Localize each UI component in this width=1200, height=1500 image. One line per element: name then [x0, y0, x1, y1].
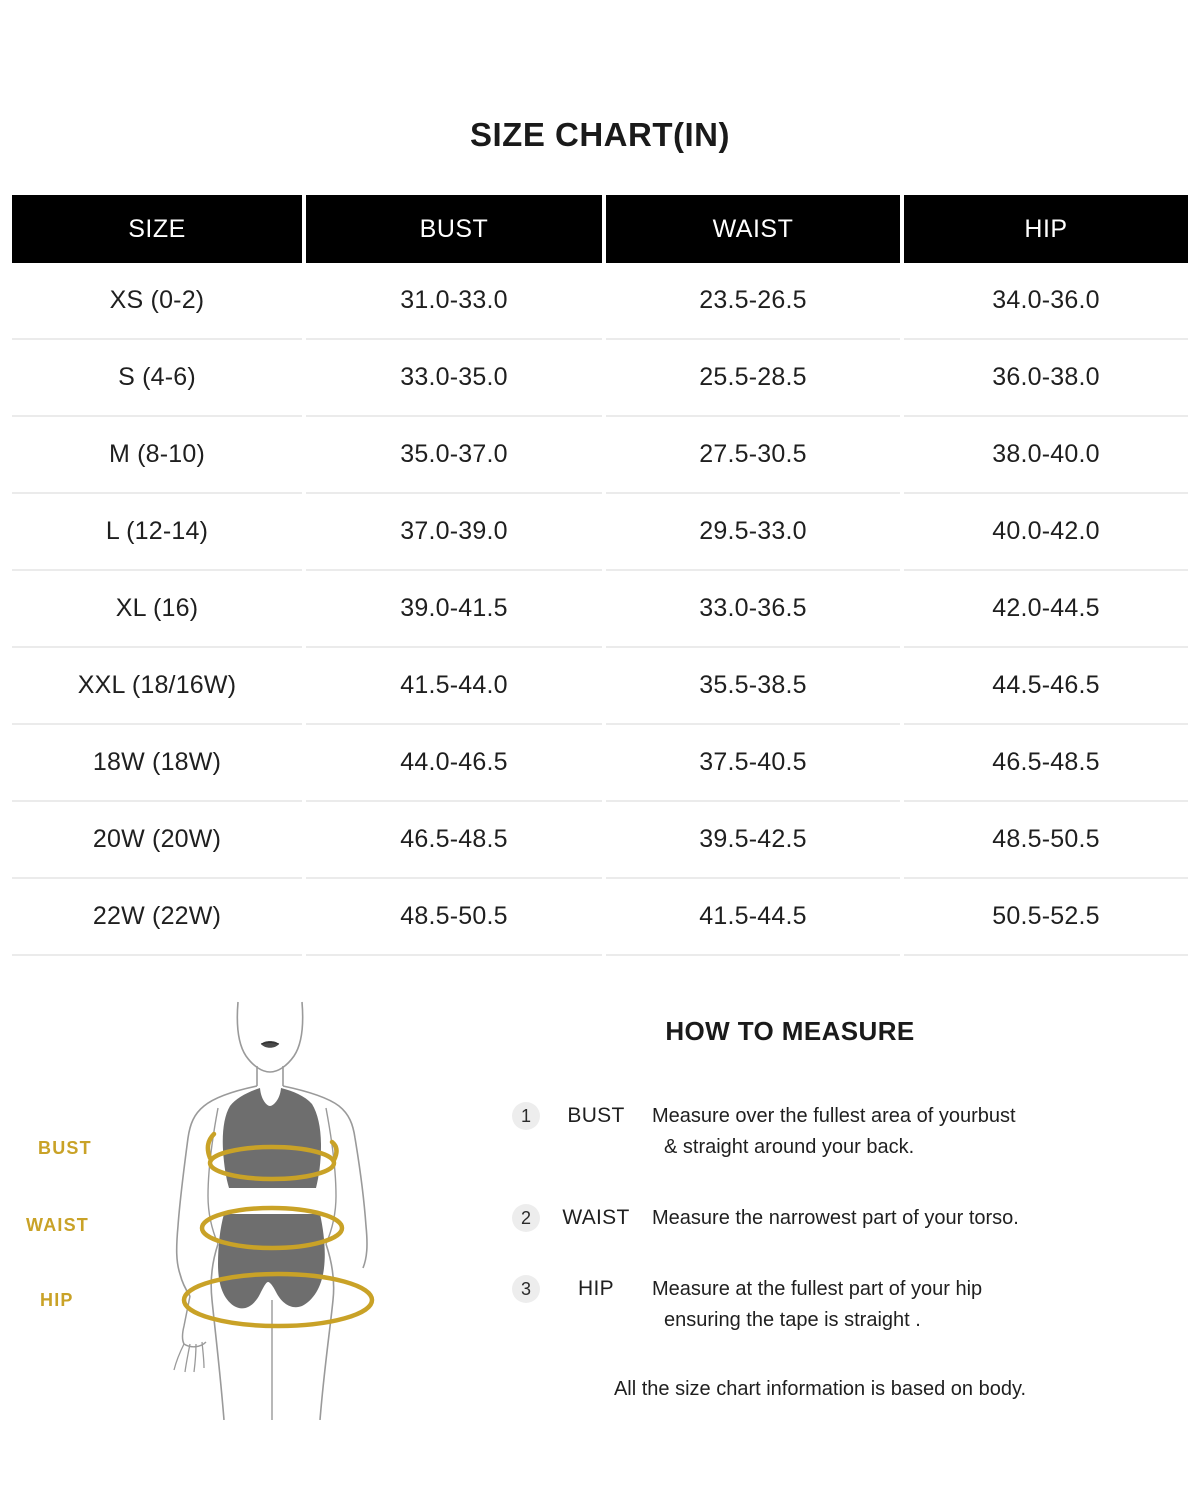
page-title: SIZE CHART(IN)	[470, 116, 730, 153]
cell-hip: 38.0-40.0	[992, 440, 1100, 468]
step-number-badge: 2	[512, 1204, 540, 1232]
column-header-hip: HIP	[904, 195, 1188, 263]
table-row	[12, 417, 1188, 492]
cell-bust: 39.0-41.5	[400, 594, 508, 622]
measure-instruction-list	[512, 1101, 1188, 1336]
cell-hip: 46.5-48.5	[992, 748, 1100, 776]
cell-size: S (4-6)	[118, 363, 196, 391]
cell-hip: 36.0-38.0	[992, 363, 1100, 391]
female-body-illustration	[120, 1000, 420, 1420]
measure-description	[652, 1274, 982, 1336]
cell-bust: 41.5-44.0	[400, 671, 508, 699]
measure-description-line1: Measure the narrowest part of your torso.	[652, 1207, 1019, 1229]
cell-size: 18W (18W)	[92, 748, 222, 776]
cell-size: M (8-10)	[108, 440, 206, 468]
measure-item-bust	[512, 1101, 1188, 1163]
table-row	[12, 879, 1188, 954]
table-header-row	[12, 195, 1188, 263]
row-divider	[12, 954, 1188, 956]
cell-hip: 40.0-42.0	[992, 517, 1100, 545]
cell-size: XXL (18/16W)	[77, 671, 237, 699]
table-row	[12, 494, 1188, 569]
cell-bust: 31.0-33.0	[400, 286, 508, 314]
table-body	[12, 263, 1188, 956]
measure-item-waist	[512, 1203, 1188, 1234]
table-row	[12, 263, 1188, 338]
cell-size: 22W (22W)	[92, 902, 222, 930]
body-diagram	[12, 1000, 512, 1420]
table-row	[12, 802, 1188, 877]
cell-waist: 29.5-33.0	[699, 517, 807, 545]
cell-hip: 42.0-44.5	[992, 594, 1100, 622]
measure-label: WAIST	[562, 1206, 630, 1229]
how-to-measure-title: HOW TO MEASURE	[665, 1016, 915, 1046]
figure-label-hip: HIP	[40, 1290, 74, 1310]
measure-description	[652, 1101, 1016, 1163]
table-row	[12, 340, 1188, 415]
column-header-bust: BUST	[306, 195, 602, 263]
cell-hip: 48.5-50.5	[992, 825, 1100, 853]
table-row	[12, 725, 1188, 800]
cell-waist: 33.0-36.5	[699, 594, 807, 622]
cell-waist: 37.5-40.5	[699, 748, 807, 776]
cell-waist: 39.5-42.5	[699, 825, 807, 853]
cell-size: XL (16)	[115, 594, 199, 622]
how-to-measure-panel	[512, 1000, 1188, 1420]
cell-waist: 23.5-26.5	[699, 286, 807, 314]
cell-bust: 37.0-39.0	[400, 517, 508, 545]
column-header-waist: WAIST	[606, 195, 900, 263]
cell-waist: 35.5-38.5	[699, 671, 807, 699]
measure-description-line2: ensuring the tape is straight .	[664, 1309, 921, 1331]
table-row	[12, 571, 1188, 646]
size-chart-table	[12, 195, 1188, 956]
cell-hip: 34.0-36.0	[992, 286, 1100, 314]
step-number-badge: 3	[512, 1275, 540, 1303]
cell-bust: 35.0-37.0	[400, 440, 508, 468]
measure-description-line2: & straight around your back.	[664, 1136, 915, 1158]
figure-label-waist: WAIST	[26, 1215, 89, 1235]
measure-description	[652, 1203, 1019, 1234]
lower-section	[0, 1000, 1200, 1420]
measure-description-line1: Measure over the fullest area of yourbust	[652, 1105, 1016, 1127]
cell-bust: 44.0-46.5	[400, 748, 508, 776]
cell-bust: 48.5-50.5	[400, 902, 508, 930]
cell-waist: 25.5-28.5	[699, 363, 807, 391]
footnote-text: All the size chart information is based on body.	[613, 1378, 1027, 1400]
measure-description-line1: Measure at the fullest part of your hip	[652, 1278, 983, 1300]
cell-size: XS (0-2)	[109, 286, 205, 314]
cell-hip: 50.5-52.5	[992, 902, 1100, 930]
table-row	[12, 648, 1188, 723]
cell-hip: 44.5-46.5	[992, 671, 1100, 699]
measure-label: BUST	[567, 1104, 625, 1127]
column-header-size: SIZE	[12, 195, 302, 263]
cell-bust: 46.5-48.5	[400, 825, 508, 853]
cell-size: 20W (20W)	[92, 825, 222, 853]
measure-label: HIP	[578, 1277, 614, 1300]
cell-size: L (12-14)	[105, 517, 209, 545]
cell-bust: 33.0-35.0	[400, 363, 508, 391]
step-number-badge: 1	[512, 1102, 540, 1130]
measure-item-hip	[512, 1274, 1188, 1336]
cell-waist: 27.5-30.5	[699, 440, 807, 468]
figure-label-bust: BUST	[38, 1138, 92, 1158]
cell-waist: 41.5-44.5	[699, 902, 807, 930]
